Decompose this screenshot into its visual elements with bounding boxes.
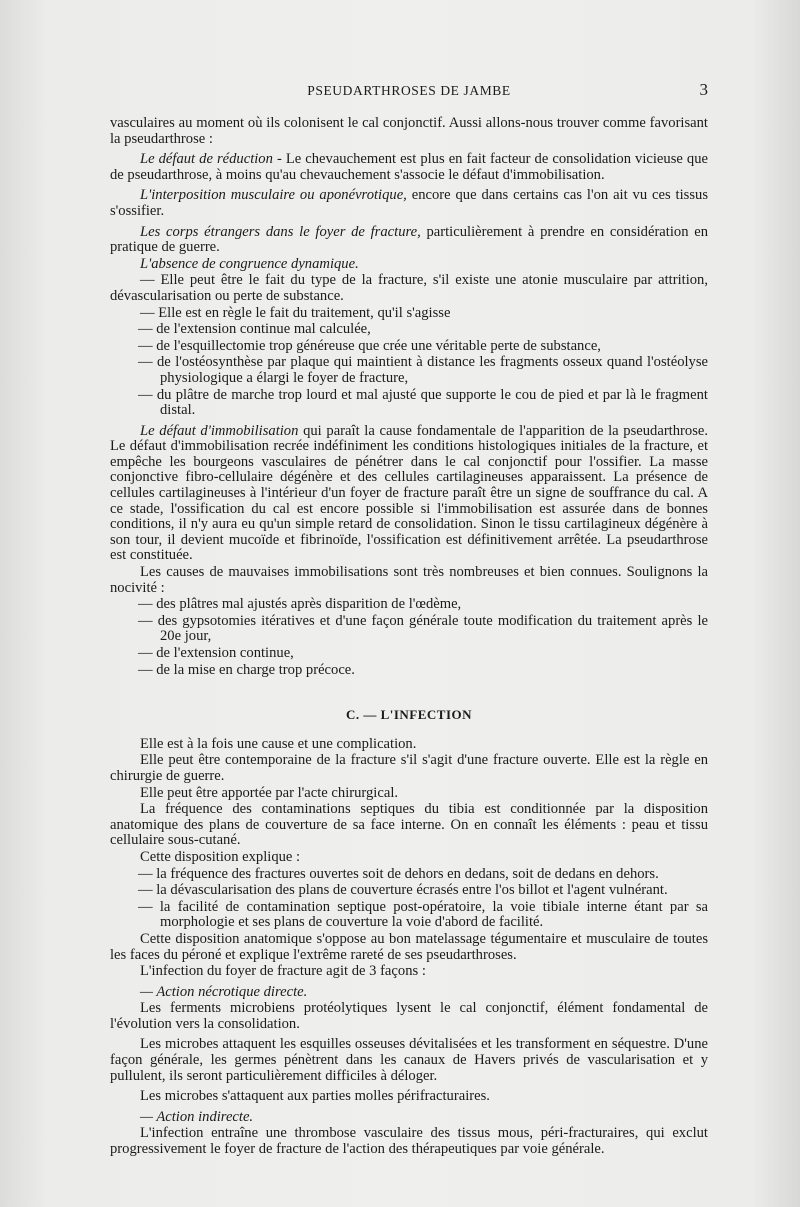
- paragraph: Les corps étrangers dans le foyer de fracture, particulièrement à prendre en considération en pratique de guerre.: [110, 223, 708, 256]
- list-item: — des gypsotomies itératives et d'une façon générale toute modification du traitement après le 20e jour,: [138, 612, 708, 645]
- page-number: 3: [699, 80, 708, 99]
- paragraph: L'absence de congruence dynamique.: [140, 255, 359, 272]
- paragraph: — Elle est en règle le fait du traitement, qu'il s'agisse: [140, 304, 451, 321]
- paragraph: Les microbes s'attaquent aux parties molles périfracturaires.: [140, 1088, 490, 1105]
- paragraph: — Action nécrotique directe.: [140, 983, 308, 1000]
- paragraph: Cette disposition anatomique s'oppose au bon matelassage tégumentaire et musculaire de toutes les faces du péroné et explique l'extrême rareté de ses pseudarthroses.: [110, 930, 708, 963]
- paragraph: La fréquence des contaminations septiques du tibia est conditionnée par la disposition anatomique des plans de couverture de sa face interne. On en connaît les éléments : peau et tissu cellulaire sous-cutané.: [110, 801, 708, 849]
- running-title: PSEUDARTHROSES DE JAMBE: [307, 83, 511, 98]
- paragraph: — Elle peut être le fait du type de la fracture, s'il existe une atonie musculaire par attrition, dévascularisation ou perte de substance.: [110, 272, 708, 304]
- list-item: — de l'ostéosynthèse par plaque qui maintient à distance les fragments osseux quand l'ostéolyse physiologique a élargi le foyer de fracture,: [138, 354, 708, 386]
- paragraph: Cette disposition explique :: [140, 848, 301, 865]
- paragraph: Les causes de mauvaises immobilisations sont très nombreuses et bien connues. Soulignons la nocivité :: [110, 564, 708, 596]
- list-item: — de la mise en charge trop précoce.: [138, 661, 355, 678]
- list-item: — de l'esquillectomie trop généreuse que crée une véritable perte de substance,: [138, 337, 601, 354]
- list-item: — des plâtres mal ajustés après disparition de l'œdème,: [138, 596, 462, 613]
- paragraph: Le défaut d'immobilisation qui paraît la cause fondamentale de l'apparition de la pseudarthrose. Le défaut d'immobilisation recrée indéfiniment les conditions histologiques initiales de la fracture, et empêche les bourgeons vasculaires de pénétrer dans le cal conjonctif pour l'ossifier. La masse conjonctive fibro-cellulaire dégénère et des cellules cartilagineuses apparaissent. La présence de cellules cartilagineuses à l'intérieur d'un foyer de fracture paraît être un signe de souffrance du cal. A ce stade, l'ossification du cal est encore possible si l'immobilisation est assurée dans de bonnes conditions, il n'y aura eu qu'un simple retard de consolidation. Sinon le tissu cartilagineux dégénère à son tour, il devient mucoïde et fibrinoïde, l'ossification est définitivement arrêtée. La pseudarthrose est constituée.: [110, 422, 708, 564]
- paragraph: Elle est à la fois une cause et une complication.: [140, 735, 417, 752]
- paragraph: Le défaut de réduction - Le chevauchement est plus en fait facteur de consolidation vicieuse que de pseudarthrose, à moins qu'au chevauchement s'associe le défaut d'immobilisation.: [110, 151, 708, 183]
- list-item: — de l'extension continue mal calculée,: [138, 321, 371, 338]
- paragraph: Les ferments microbiens protéolytiques lysent le cal conjonctif, élément fondamental de l'évolution vers la consolidation.: [110, 1000, 708, 1032]
- list-item: — la fréquence des fractures ouvertes soit de dehors en dedans, soit de dedans en dehors.: [138, 865, 659, 882]
- body-text: [110, 116, 708, 1159]
- list-item: — de l'extension continue,: [138, 645, 294, 661]
- running-header: [110, 80, 708, 100]
- paragraph: Elle peut être contemporaine de la fracture s'il s'agit d'une fracture ouverte. Elle est la règle en chirurgie de guerre.: [110, 752, 708, 784]
- list-item: — du plâtre de marche trop lourd et mal ajusté que supporte le cou de pied et par là le fragment distal.: [138, 386, 708, 419]
- paragraph: — Action indirecte.: [140, 1108, 254, 1125]
- list-item: — la dévascularisation des plans de couverture écrasés entre l'os billot et l'agent vulnérant.: [138, 882, 668, 899]
- paragraph: L'interposition musculaire ou aponévrotique, encore que dans certains cas l'on ait vu ces tissus s'ossifier.: [110, 187, 708, 219]
- paragraph: Les microbes attaquent les esquilles osseuses dévitalisées et les transforment en séquestre. D'une façon générale, les germes pénètrent dans les canaux de Havers privés de vascularisation et y pullulent, ils seront particulièrement difficiles à déloger.: [110, 1036, 708, 1084]
- paragraph: vasculaires au moment où ils colonisent le cal conjonctif. Aussi allons-nous trouver comme favorisant la pseudarthrose :: [110, 115, 708, 147]
- paragraph: L'infection entraîne une thrombose vasculaire des tissus mous, péri-fracturaires, qui exclut progressivement le foyer de fracture de l'action des thérapeutiques par voie générale.: [110, 1125, 708, 1158]
- list-item: — la facilité de contamination septique post-opératoire, la voie tibiale interne étant par sa morphologie et ses plans de couverture la voie d'abord de facilité.: [138, 898, 708, 931]
- section-heading: C. — L'INFECTION: [345, 707, 473, 723]
- paragraph: L'infection du foyer de fracture agit de 3 façons :: [140, 963, 426, 980]
- paragraph: Elle peut être apportée par l'acte chirurgical.: [140, 784, 399, 801]
